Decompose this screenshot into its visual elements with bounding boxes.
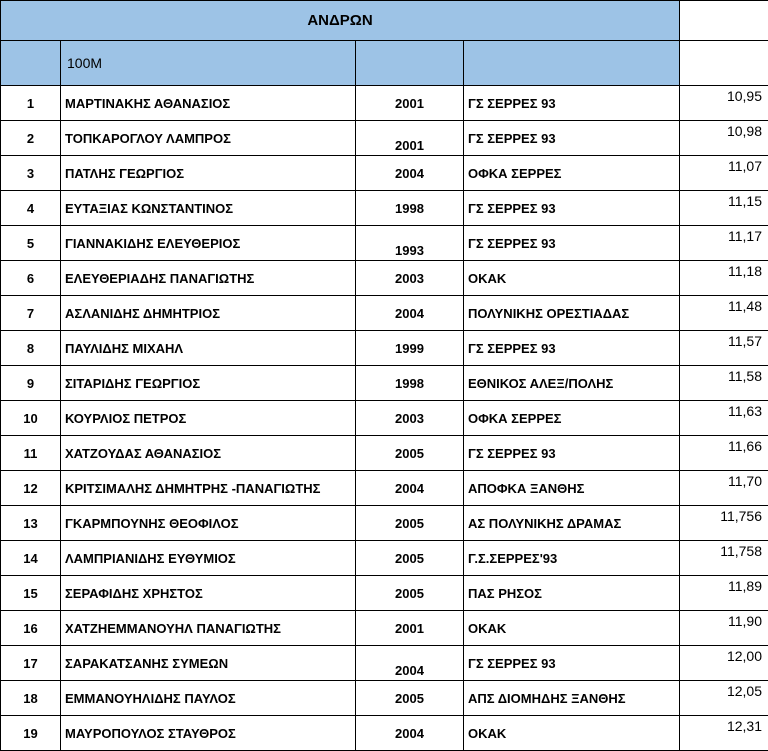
time-cell: 11,89 <box>680 576 768 611</box>
table-row <box>1 261 768 296</box>
rank-cell: 7 <box>1 296 61 331</box>
club-cell: ΟΚΑΚ <box>464 261 680 296</box>
time-cell: 10,95 <box>680 86 768 121</box>
title-row <box>1 1 768 41</box>
athlete-name-cell: ΠΑΥΛΙΔΗΣ ΜΙΧΑΗΛ <box>61 331 356 366</box>
club-cell: ΓΣ ΣΕΡΡΕΣ 93 <box>464 331 680 366</box>
table-row <box>1 681 768 716</box>
athlete-name-cell: ΠΑΤΛΗΣ ΓΕΩΡΓΙΟΣ <box>61 156 356 191</box>
club-cell: ΓΣ ΣΕΡΡΕΣ 93 <box>464 646 680 681</box>
time-cell: 11,63 <box>680 401 768 436</box>
birth-year-cell: 2001 <box>356 121 464 156</box>
birth-year-cell: 2004 <box>356 156 464 191</box>
table-row <box>1 296 768 331</box>
event-row <box>1 41 768 86</box>
birth-year-cell: 2004 <box>356 716 464 751</box>
rank-cell: 14 <box>1 541 61 576</box>
time-cell: 11,17 <box>680 226 768 261</box>
birth-year-cell: 2005 <box>356 576 464 611</box>
birth-year-cell: 2005 <box>356 541 464 576</box>
club-cell: ΕΘΝΙΚΟΣ ΑΛΕΞ/ΠΟΛΗΣ <box>464 366 680 401</box>
time-cell: 11,66 <box>680 436 768 471</box>
athlete-name-cell: ΓΚΑΡΜΠΟΥΝΗΣ ΘΕΟΦΙΛΟΣ <box>61 506 356 541</box>
birth-year-cell: 2005 <box>356 681 464 716</box>
empty-cell <box>1 41 61 86</box>
birth-year-cell: 2003 <box>356 401 464 436</box>
rank-cell: 4 <box>1 191 61 226</box>
rank-cell: 5 <box>1 226 61 261</box>
rank-cell: 3 <box>1 156 61 191</box>
birth-year-cell: 2005 <box>356 506 464 541</box>
time-cell: 12,00 <box>680 646 768 681</box>
club-cell: ΟΚΑΚ <box>464 716 680 751</box>
birth-year-cell: 2004 <box>356 646 464 681</box>
athlete-name-cell: ΕΜΜΑΝΟΥΗΛΙΔΗΣ ΠΑΥΛΟΣ <box>61 681 356 716</box>
club-cell: ΓΣ ΣΕΡΡΕΣ 93 <box>464 226 680 261</box>
rank-cell: 6 <box>1 261 61 296</box>
rank-cell: 10 <box>1 401 61 436</box>
table-row <box>1 506 768 541</box>
club-cell: ΓΣ ΣΕΡΡΕΣ 93 <box>464 121 680 156</box>
athlete-name-cell: ΧΑΤΖΟΥΔΑΣ ΑΘΑΝΑΣΙΟΣ <box>61 436 356 471</box>
club-cell: ΓΣ ΣΕΡΡΕΣ 93 <box>464 86 680 121</box>
table-row <box>1 191 768 226</box>
club-cell: ΟΦΚΑ ΣΕΡΡΕΣ <box>464 401 680 436</box>
table-row <box>1 646 768 681</box>
birth-year-cell: 2001 <box>356 611 464 646</box>
time-cell: 11,18 <box>680 261 768 296</box>
table-row <box>1 226 768 261</box>
athlete-name-cell: ΜΑΥΡΟΠΟΥΛΟΣ ΣΤΑΥΘΡΟΣ <box>61 716 356 751</box>
time-cell: 11,756 <box>680 506 768 541</box>
birth-year-cell: 1993 <box>356 226 464 261</box>
rank-cell: 8 <box>1 331 61 366</box>
rank-cell: 1 <box>1 86 61 121</box>
club-cell: ΠΟΛΥΝΙΚΗΣ ΟΡΕΣΤΙΑΔΑΣ <box>464 296 680 331</box>
birth-year-cell: 2005 <box>356 436 464 471</box>
rank-cell: 11 <box>1 436 61 471</box>
birth-year-cell: 1999 <box>356 331 464 366</box>
athlete-name-cell: ΓΙΑΝΝΑΚΙΔΗΣ ΕΛΕΥΘΕΡΙΟΣ <box>61 226 356 261</box>
club-cell: ΟΦΚΑ ΣΕΡΡΕΣ <box>464 156 680 191</box>
birth-year-cell: 2001 <box>356 86 464 121</box>
time-cell: 11,15 <box>680 191 768 226</box>
rank-cell: 9 <box>1 366 61 401</box>
empty-cell <box>680 41 768 86</box>
rank-cell: 2 <box>1 121 61 156</box>
empty-cell <box>680 1 768 41</box>
rank-cell: 17 <box>1 646 61 681</box>
club-cell: Γ.Σ.ΣΕΡΡΕΣ'93 <box>464 541 680 576</box>
birth-year-cell: 1998 <box>356 191 464 226</box>
athlete-name-cell: ΕΛΕΥΘΕΡΙΑΔΗΣ ΠΑΝΑΓΙΩΤΗΣ <box>61 261 356 296</box>
time-cell: 11,07 <box>680 156 768 191</box>
athlete-name-cell: ΣΕΡΑΦΙΔΗΣ ΧΡΗΣΤΟΣ <box>61 576 356 611</box>
table-title: ΑΝΔΡΩΝ <box>1 1 680 41</box>
table-row <box>1 541 768 576</box>
time-cell: 11,57 <box>680 331 768 366</box>
table-row <box>1 121 768 156</box>
time-cell: 11,758 <box>680 541 768 576</box>
rank-cell: 18 <box>1 681 61 716</box>
athlete-name-cell: ΕΥΤΑΞΙΑΣ ΚΩΝΣΤΑΝΤΙΝΟΣ <box>61 191 356 226</box>
table-row <box>1 576 768 611</box>
table-row <box>1 366 768 401</box>
table-row <box>1 156 768 191</box>
rank-cell: 15 <box>1 576 61 611</box>
club-cell: ΓΣ ΣΕΡΡΕΣ 93 <box>464 191 680 226</box>
table-row <box>1 471 768 506</box>
rank-cell: 19 <box>1 716 61 751</box>
athlete-name-cell: ΜΑΡΤΙΝΑΚΗΣ ΑΘΑΝΑΣΙΟΣ <box>61 86 356 121</box>
birth-year-cell: 2004 <box>356 471 464 506</box>
empty-cell <box>356 41 464 86</box>
club-cell: ΠΑΣ ΡΗΣΟΣ <box>464 576 680 611</box>
athlete-name-cell: ΚΟΥΡΛΙΟΣ ΠΕΤΡΟΣ <box>61 401 356 436</box>
time-cell: 12,31 <box>680 716 768 751</box>
club-cell: ΑΣ ΠΟΛΥΝΙΚΗΣ ΔΡΑΜΑΣ <box>464 506 680 541</box>
athlete-name-cell: ΑΣΛΑΝΙΔΗΣ ΔΗΜΗΤΡΙΟΣ <box>61 296 356 331</box>
birth-year-cell: 2004 <box>356 296 464 331</box>
club-cell: ΑΠΟΦΚΑ ΞΑΝΘΗΣ <box>464 471 680 506</box>
table-row <box>1 401 768 436</box>
event-label: 100Μ <box>61 41 356 86</box>
club-cell: ΟΚΑΚ <box>464 611 680 646</box>
athlete-name-cell: ΣΙΤΑΡΙΔΗΣ ΓΕΩΡΓΙΟΣ <box>61 366 356 401</box>
time-cell: 11,70 <box>680 471 768 506</box>
club-cell: ΓΣ ΣΕΡΡΕΣ 93 <box>464 436 680 471</box>
rank-cell: 12 <box>1 471 61 506</box>
birth-year-cell: 2003 <box>356 261 464 296</box>
rank-cell: 13 <box>1 506 61 541</box>
time-cell: 12,05 <box>680 681 768 716</box>
club-cell: ΑΠΣ ΔΙΟΜΗΔΗΣ ΞΑΝΘΗΣ <box>464 681 680 716</box>
time-cell: 11,48 <box>680 296 768 331</box>
table-row <box>1 86 768 121</box>
athlete-name-cell: ΤΟΠΚΑΡΟΓΛΟΥ ΛΑΜΠΡΟΣ <box>61 121 356 156</box>
time-cell: 10,98 <box>680 121 768 156</box>
athlete-name-cell: ΛΑΜΠΡΙΑΝΙΔΗΣ ΕΥΘΥΜΙΟΣ <box>61 541 356 576</box>
athlete-name-cell: ΣΑΡΑΚΑΤΣΑΝΗΣ ΣΥΜΕΩΝ <box>61 646 356 681</box>
rank-cell: 16 <box>1 611 61 646</box>
time-cell: 11,58 <box>680 366 768 401</box>
table-row <box>1 436 768 471</box>
table-row <box>1 611 768 646</box>
athlete-name-cell: ΚΡΙΤΣΙΜΑΛΗΣ ΔΗΜΗΤΡΗΣ -ΠΑΝΑΓΙΩΤΗΣ <box>61 471 356 506</box>
table-row <box>1 331 768 366</box>
time-cell: 11,90 <box>680 611 768 646</box>
athlete-name-cell: ΧΑΤΖΗΕΜΜΑΝΟΥΗΛ ΠΑΝΑΓΙΩΤΗΣ <box>61 611 356 646</box>
empty-cell <box>464 41 680 86</box>
birth-year-cell: 1998 <box>356 366 464 401</box>
table-row <box>1 716 768 751</box>
